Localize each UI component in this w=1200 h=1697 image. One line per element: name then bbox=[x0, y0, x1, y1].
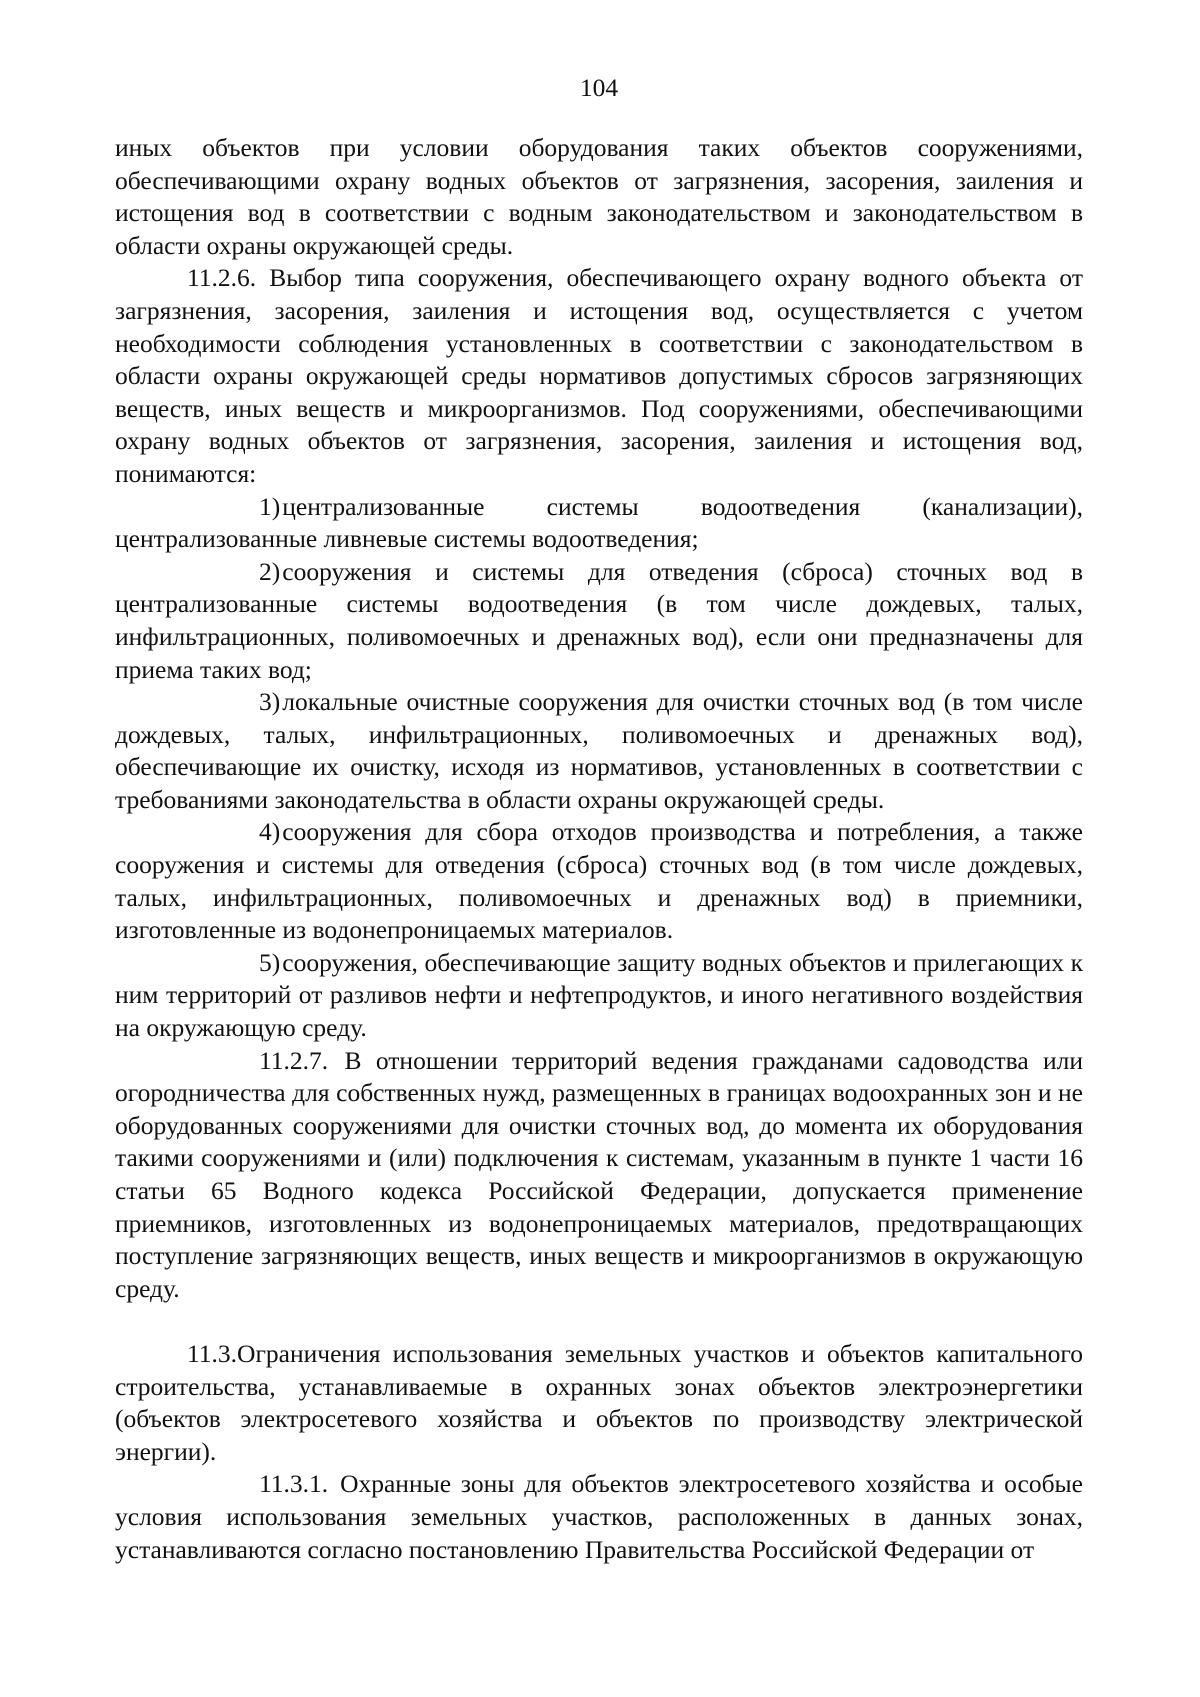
page-number: 104 bbox=[579, 73, 619, 102]
list-item-5 bbox=[115, 947, 1083, 1045]
list-number: 4) bbox=[259, 817, 281, 847]
section-number: 11.2.7. bbox=[259, 1045, 329, 1075]
section-heading-11-3: 11.3.Ограничения использования земельных участков и объектов капитального строительства, устанавливаемые в охранных зонах объектов электроэнергетики (объектов электросетевого хозяйства и объектов по производству электрической энергии). bbox=[115, 1338, 1083, 1466]
list-number: 2) bbox=[259, 556, 281, 586]
list-item-text: сооружения, обеспечивающие защиту водных объектов и прилегающих к ним территорий от разливов нефти и нефтепродуктов, и иного негативного воздействия на окружающую среду. bbox=[115, 947, 1083, 1043]
list-item-text: локальные очистные сооружения для очистки сточных вод (в том числе дождевых, талых, инфильтрационных, поливомоечных и дренажных вод), обеспечивающие их очистку, исходя из нормативов, установленных в соответствии с требованиями законодательства в области охраны окружающей среды. bbox=[115, 687, 1083, 814]
document-body bbox=[115, 132, 1083, 1566]
list-number: 3) bbox=[259, 687, 281, 717]
list-item-text: сооружения для сбора отходов производства и потребления, а также сооружения и системы для отведения (сброса) сточных вод (в том числе дождевых, талых, инфильтрационных, поливомоечных и дренажных вод) в приемники, изготовленные из водонепроницаемых материалов. bbox=[115, 817, 1083, 945]
section-spacer bbox=[115, 1305, 1083, 1338]
paragraph-11-2-7 bbox=[115, 1045, 1083, 1306]
list-item-text: сооружения и системы для отведения (сброса) сточных вод в централизованные системы водоотведения (в том числе дождевых, талых, инфильтрационных, поливомоечных и дренажных вод), если они предназначены для приема таких вод; bbox=[115, 556, 1083, 684]
list-item-4 bbox=[115, 816, 1083, 946]
section-text: Охранные зоны для объектов электросетевого хозяйства и особые условия использования земельных участков, расположенных в данных зонах, устанавливаются согласно постановлению Правительства Российской Федерации от bbox=[115, 1469, 1084, 1564]
list-item-text: централизованные системы водоотведения (канализации), централизованные ливневые системы водоотведения; bbox=[115, 491, 1083, 554]
paragraph-continuation: иных объектов при условии оборудования таких объектов сооружениями, обеспечивающими охрану водных объектов от загрязнения, засорения, заиления и истощения вод в соответствии с водным законодательством и законодательством в области охраны окружающей среды. bbox=[115, 133, 1083, 260]
list-item-2 bbox=[115, 556, 1083, 686]
section-text: В отношении территорий ведения гражданами садоводства или огородничества для собственных нужд, размещенных в границах водоохранных зон и не оборудованных сооружениями для очистки сточных вод, до момента их оборудования такими сооружениями и (или) подключения к системам, указанным в пункте 1 части 16 статьи 65 Водного кодекса Российской Федерации, допускается применение приемников, изготовленных из водонепроницаемых материалов, предотвращающих поступление загрязняющих веществ, иных веществ и микроорганизмов в окружающую среду. bbox=[115, 1045, 1084, 1303]
paragraph-11-3-1 bbox=[115, 1468, 1083, 1566]
section-number: 11.3.1. bbox=[259, 1469, 329, 1499]
list-number: 1) bbox=[259, 491, 281, 521]
paragraph-11-2-6: 11.2.6. Выбор типа сооружения, обеспечивающего охрану водного объекта от загрязнения, засорения, заиления и истощения вод, осуществляется с учетом необходимости соблюдения установленных в соответствии с законодательством в области охраны окружающей среды нормативов допустимых сбросов загрязняющих веществ, иных веществ и микроорганизмов. Под сооружениями, обеспечивающими охрану водных объектов от загрязнения, засорения, заиления и истощения вод, понимаются: bbox=[115, 263, 1083, 488]
list-number: 5) bbox=[259, 947, 281, 977]
list-item-3 bbox=[115, 686, 1083, 816]
list-item-1 bbox=[115, 491, 1083, 556]
